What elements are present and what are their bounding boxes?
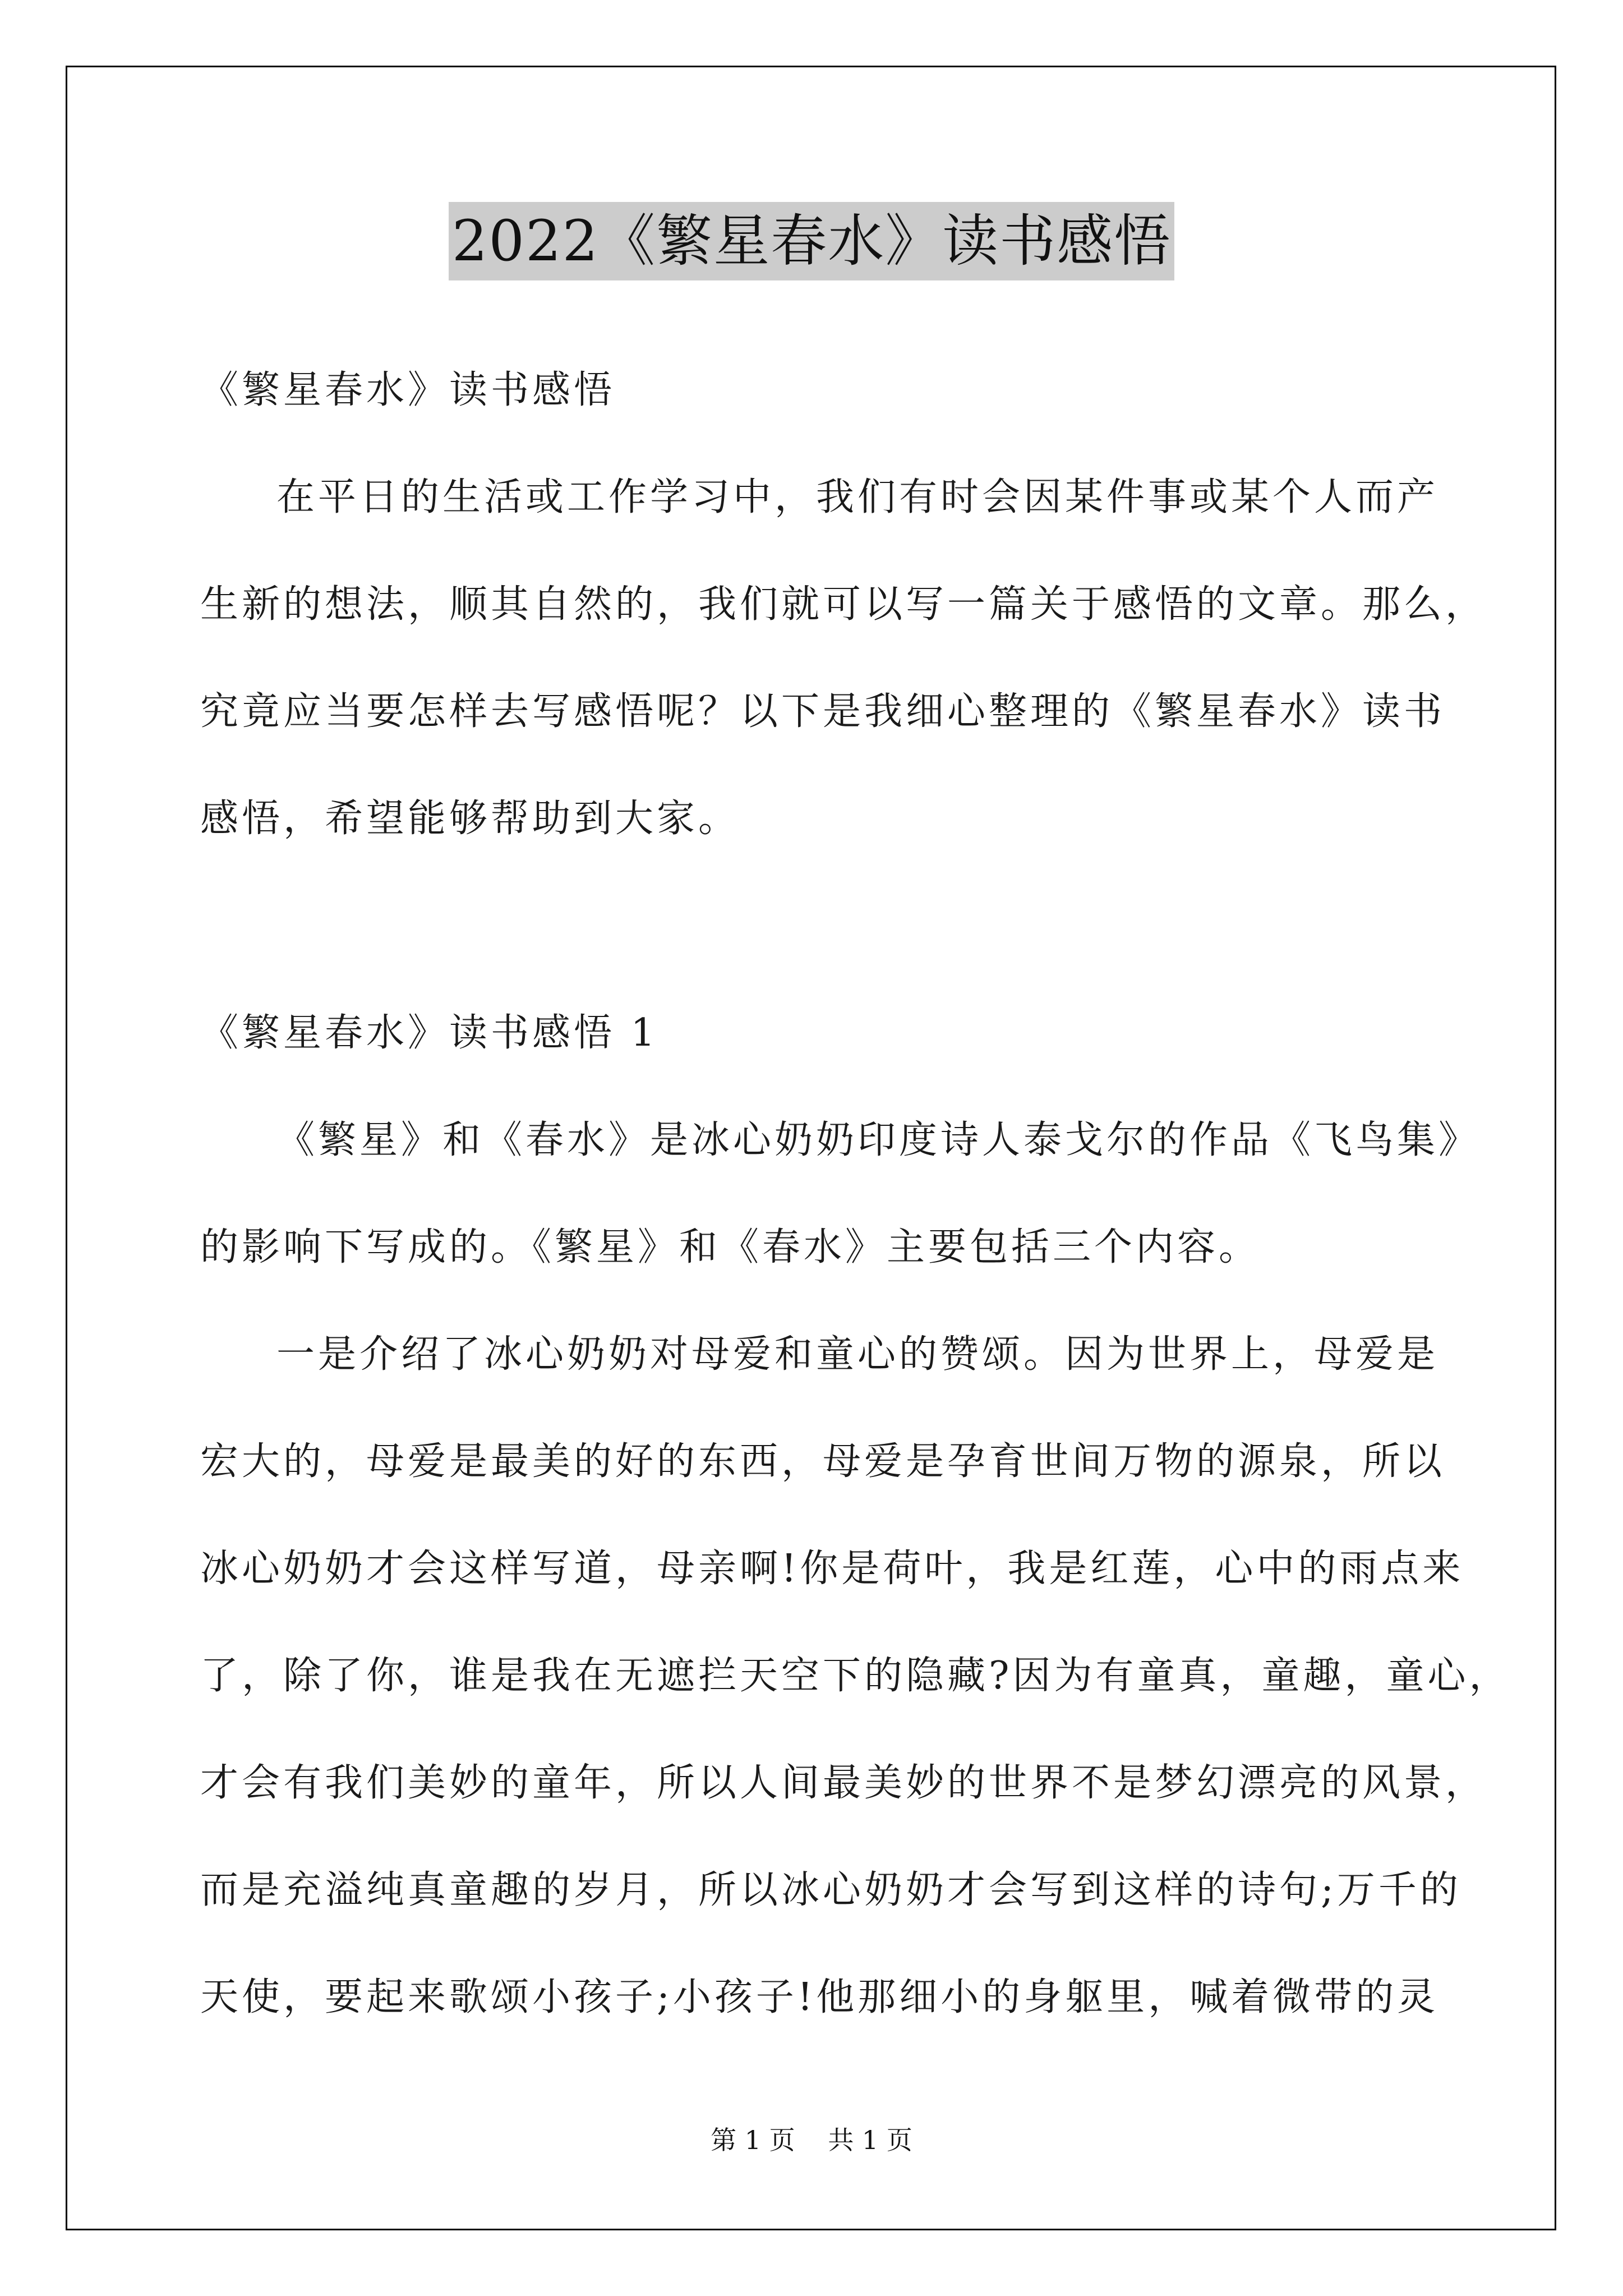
intro-line: 感悟，希望能够帮助到大家。 xyxy=(200,797,740,841)
paragraph-line: 而是充溢纯真童趣的岁月，所以冰心奶奶才会写到这样的诗句;万千的 xyxy=(200,1868,1461,1912)
page-footer xyxy=(0,2123,1623,2157)
intro-line: 在平日的生活或工作学习中，我们有时会因某件事或某个人而产 xyxy=(276,475,1439,519)
paragraph-line: 的影响下写成的。《繁星》和《春水》主要包括三个内容。 xyxy=(200,1225,1261,1269)
section-heading: 《繁星春水》读书感悟 1 xyxy=(200,1011,658,1055)
document-body xyxy=(200,337,1511,2051)
page-number: 第 1 页 xyxy=(711,2125,795,2155)
paragraph-line: 宏大的，母爱是最美的好的东西，母爱是孕育世间万物的源泉，所以 xyxy=(200,1439,1446,1484)
title-container xyxy=(0,202,1623,280)
paragraph-line: 才会有我们美妙的童年，所以人间最美妙的世界不是梦幻漂亮的风景， xyxy=(200,1761,1487,1805)
paragraph-line: 冰心奶奶才会这样写道，母亲啊!你是荷叶，我是红莲，心中的雨点来 xyxy=(200,1547,1464,1591)
paragraph-line: 天使，要起来歌颂小孩子;小孩子!他那细小的身躯里，喊着微带的灵 xyxy=(200,1975,1439,2019)
document-title: 2022《繁星春水》读书感悟 xyxy=(449,202,1175,280)
intro-line: 生新的想法，顺其自然的，我们就可以写一篇关于感悟的文章。那么， xyxy=(200,582,1487,627)
paragraph-line: 《繁星》和《春水》是冰心奶奶印度诗人泰戈尔的作品《飞鸟集》 xyxy=(276,1118,1481,1162)
page-count: 共 1 页 xyxy=(828,2125,912,2155)
intro-heading: 《繁星春水》读书感悟 xyxy=(200,368,616,412)
intro-line: 究竟应当要怎样去写感悟呢？以下是我细心整理的《繁星春水》读书 xyxy=(200,689,1446,734)
paragraph-line: 了，除了你，谁是我在无遮拦天空下的隐藏?因为有童真，童趣，童心， xyxy=(200,1654,1511,1698)
paragraph-line: 一是介绍了冰心奶奶对母爱和童心的赞颂。因为世界上，母爱是 xyxy=(276,1332,1439,1377)
